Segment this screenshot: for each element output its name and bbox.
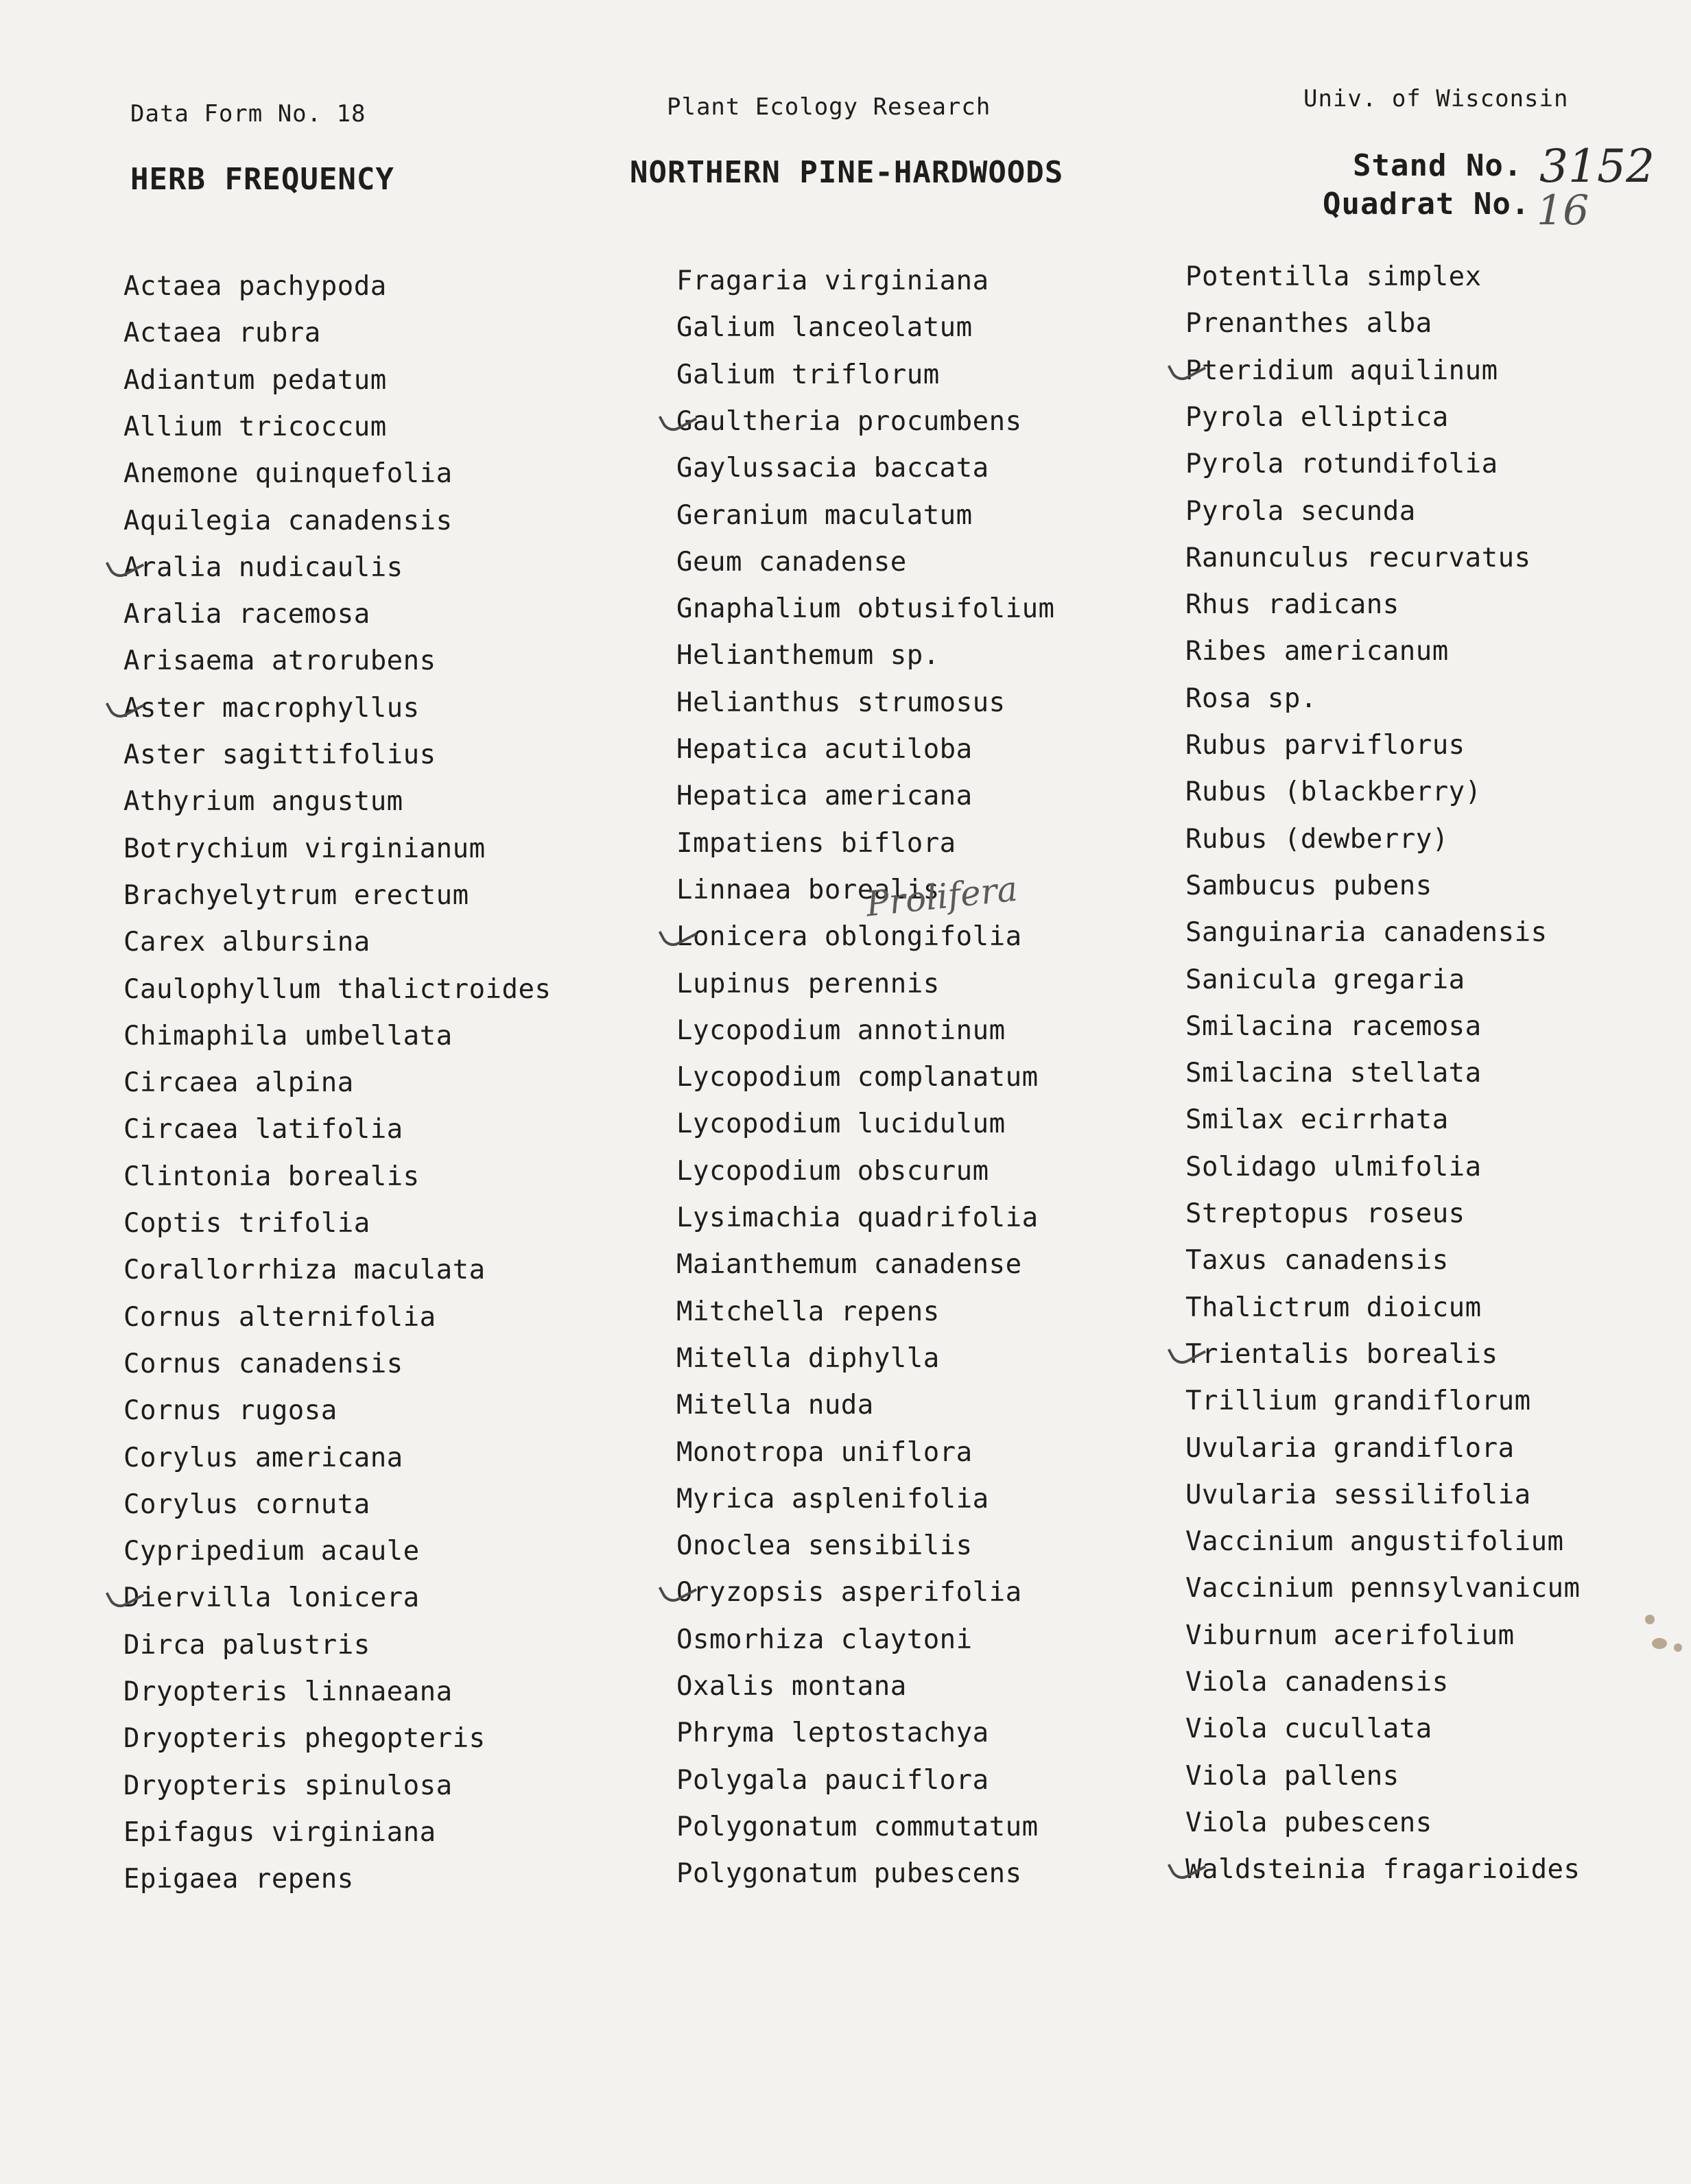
species-item: Geranium maculatum — [676, 500, 973, 531]
species-item: Corylus americana — [123, 1443, 403, 1473]
species-item: Uvularia grandiflora — [1185, 1433, 1515, 1464]
species-item: Circaea alpina — [123, 1067, 354, 1098]
species-item: Helianthemum sp. — [676, 640, 940, 671]
species-item: Maianthemum canadense — [676, 1249, 1022, 1280]
species-item: Aralia nudicaulis — [123, 552, 403, 583]
species-item: Cornus rugosa — [123, 1395, 338, 1426]
species-item: Ranunculus recurvatus — [1185, 543, 1531, 573]
species-item: Brachyelytrum erectum — [123, 880, 469, 911]
species-item: Polygonatum commutatum — [676, 1812, 1039, 1842]
species-item: Lycopodium obscurum — [676, 1156, 989, 1187]
species-item: Gaultheria procumbens — [676, 406, 1022, 437]
form-subtitle: NORTHERN PINE-HARDWOODS — [630, 155, 1064, 190]
species-item: Waldsteinia fragarioides — [1185, 1854, 1581, 1885]
species-item: Uvularia sessilifolia — [1185, 1480, 1531, 1510]
org-label: Plant Ecology Research — [667, 93, 991, 121]
paper-stain — [1652, 1638, 1667, 1649]
species-item: Athyrium angustum — [123, 786, 403, 817]
species-item: Helianthus strumosus — [676, 687, 1006, 718]
species-item: Viola pubescens — [1185, 1807, 1432, 1838]
species-item: Caulophyllum thalictroides — [123, 974, 552, 1005]
species-item: Fragaria virginiana — [676, 265, 989, 296]
species-item: Phryma leptostachya — [676, 1718, 989, 1748]
species-item: Prenanthes alba — [1185, 308, 1432, 339]
species-item: Vaccinium pennsylvanicum — [1185, 1573, 1581, 1604]
species-item: Botrychium virginianum — [123, 833, 486, 864]
species-item: Coptis trifolia — [123, 1208, 370, 1239]
species-item: Dirca palustris — [123, 1630, 370, 1661]
species-item: Arisaema atrorubens — [123, 645, 436, 676]
species-item: Gaylussacia baccata — [676, 453, 989, 484]
species-item: Myrica asplenifolia — [676, 1484, 989, 1515]
species-item: Cypripedium acaule — [123, 1536, 420, 1567]
species-item: Dryopteris linnaeana — [123, 1676, 453, 1707]
species-item: Sanguinaria canadensis — [1185, 917, 1548, 948]
species-item: Trientalis borealis — [1185, 1339, 1498, 1370]
species-item: Cornus canadensis — [123, 1349, 403, 1379]
species-item: Linnaea borealis — [676, 875, 940, 905]
species-item: Streptopus roseus — [1185, 1198, 1465, 1229]
species-item: Epifagus virginiana — [123, 1817, 436, 1848]
species-item: Monotropa uniflora — [676, 1437, 973, 1468]
quadrat-number-handwritten: 16 — [1537, 187, 1589, 235]
species-item: Lonicera oblongifolia — [676, 921, 1022, 952]
species-item: Cornus alternifolia — [123, 1302, 436, 1333]
species-item: Vaccinium angustifolium — [1185, 1526, 1564, 1557]
species-item: Smilax ecirrhata — [1185, 1104, 1449, 1135]
species-item: Oxalis montana — [676, 1671, 907, 1702]
species-item: Galium triflorum — [676, 359, 940, 390]
species-item: Actaea pachypoda — [123, 271, 387, 302]
species-item: Sambucus pubens — [1185, 870, 1432, 901]
species-item: Rosa sp. — [1185, 683, 1317, 714]
quadrat-label: Quadrat No. — [1323, 187, 1530, 222]
species-item: Mitella nuda — [676, 1390, 874, 1421]
species-item: Lysimachia quadrifolia — [676, 1202, 1039, 1233]
species-item: Mitella diphylla — [676, 1343, 940, 1374]
species-item: Geum canadense — [676, 547, 907, 578]
species-item: Rhus radicans — [1185, 589, 1399, 620]
species-item: Smilacina stellata — [1185, 1058, 1482, 1089]
species-item: Gnaphalium obtusifolium — [676, 593, 1055, 624]
paper-stain — [1674, 1643, 1682, 1652]
form-number-label: Data Form No. 18 — [130, 100, 366, 128]
species-item: Anemone quinquefolia — [123, 458, 453, 489]
species-item: Pyrola elliptica — [1185, 402, 1449, 433]
species-item: Corallorrhiza maculata — [123, 1255, 486, 1285]
species-item: Polygala pauciflora — [676, 1765, 989, 1796]
species-item: Rubus (dewberry) — [1185, 824, 1449, 855]
species-item: Thalictrum dioicum — [1185, 1292, 1482, 1323]
species-item: Epigaea repens — [123, 1864, 354, 1895]
species-item: Pteridium aquilinum — [1185, 355, 1498, 386]
species-item: Adiantum pedatum — [123, 365, 387, 396]
species-item: Rubus (blackberry) — [1185, 776, 1482, 807]
species-item: Circaea latifolia — [123, 1114, 403, 1145]
species-item: Aralia racemosa — [123, 599, 370, 630]
species-item: Viola pallens — [1185, 1761, 1399, 1792]
species-item: Mitchella repens — [676, 1296, 940, 1327]
species-item: Hepatica americana — [676, 781, 973, 811]
stand-number-handwritten: 3152 — [1539, 140, 1655, 193]
species-item: Corylus cornuta — [123, 1489, 370, 1520]
stand-label: Stand No. — [1353, 148, 1523, 183]
species-item: Lupinus perennis — [676, 969, 940, 999]
species-item: Carex albursina — [123, 927, 370, 958]
prolifera-handwritten-note: Prolifera — [864, 868, 1019, 925]
species-item: Aquilegia canadensis — [123, 506, 453, 536]
species-item: Oryzopsis asperifolia — [676, 1577, 1022, 1608]
species-item: Potentilla simplex — [1185, 261, 1482, 292]
species-item: Hepatica acutiloba — [676, 734, 973, 765]
species-item: Viburnum acerifolium — [1185, 1620, 1515, 1651]
species-item: Sanicula gregaria — [1185, 964, 1465, 995]
species-item: Viola canadensis — [1185, 1667, 1449, 1698]
species-item: Actaea rubra — [123, 318, 321, 348]
species-item: Ribes americanum — [1185, 636, 1449, 667]
species-item: Pyrola rotundifolia — [1185, 449, 1498, 479]
species-item: Allium tricoccum — [123, 412, 387, 442]
species-item: Polygonatum pubescens — [676, 1858, 1022, 1889]
species-item: Rubus parviflorus — [1185, 730, 1465, 761]
species-item: Aster sagittifolius — [123, 739, 436, 770]
species-item: Lycopodium annotinum — [676, 1015, 1006, 1046]
species-item: Onoclea sensibilis — [676, 1530, 973, 1561]
species-item: Aster macrophyllus — [123, 693, 420, 724]
species-item: Galium lanceolatum — [676, 312, 973, 343]
species-item: Clintonia borealis — [123, 1161, 420, 1192]
species-item: Diervilla lonicera — [123, 1582, 420, 1613]
species-item: Taxus canadensis — [1185, 1245, 1449, 1276]
species-item: Dryopteris phegopteris — [123, 1723, 486, 1754]
species-item: Osmorhiza claytoni — [676, 1624, 973, 1655]
species-item: Dryopteris spinulosa — [123, 1770, 453, 1801]
species-item: Chimaphila umbellata — [123, 1021, 453, 1052]
species-item: Lycopodium lucidulum — [676, 1108, 1006, 1139]
species-item: Impatiens biflora — [676, 828, 956, 859]
form-title: HERB FREQUENCY — [130, 162, 394, 197]
species-item: Pyrola secunda — [1185, 496, 1416, 527]
species-item: Lycopodium complanatum — [676, 1062, 1039, 1093]
species-item: Smilacina racemosa — [1185, 1011, 1482, 1042]
university-label: Univ. of Wisconsin — [1303, 85, 1569, 112]
paper-stain — [1645, 1615, 1655, 1624]
species-item: Trillium grandiflorum — [1185, 1386, 1531, 1416]
species-item: Solidago ulmifolia — [1185, 1152, 1482, 1183]
species-item: Viola cucullata — [1185, 1713, 1432, 1744]
